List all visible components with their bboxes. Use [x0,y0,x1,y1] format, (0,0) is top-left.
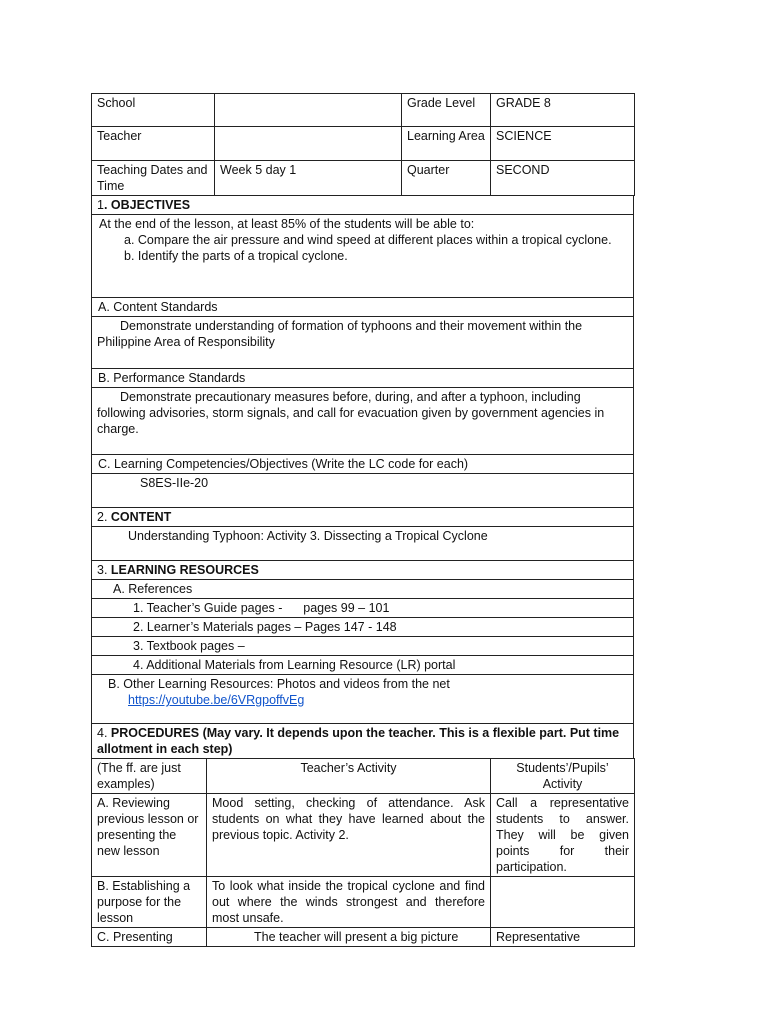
procedure-step: C. Presenting [92,928,207,947]
competencies-heading: C. Learning Competencies/Objectives (Write the LC code for each) [92,455,634,474]
objectives-body [92,215,634,298]
procedures-col-step: (The ff. are just examples) [92,759,207,794]
lesson-plan-document [91,93,634,947]
grade-level-label: Grade Level [402,94,491,127]
teacher-label: Teacher [92,127,215,161]
school-value [215,94,402,127]
sections-table [91,195,634,759]
other-resources-text: B. Other Learning Resources: Photos and videos from the net [108,677,450,691]
procedures-col-students: Students’/Pupils’ Activity [491,759,635,794]
reference-item-2: 2. Learner’s Materials pages – Pages 147 - 148 [92,618,634,637]
reference-item-3: 3. Textbook pages – [92,637,634,656]
procedure-students-activity: Representative [491,928,635,947]
references-heading: A. References [92,580,634,599]
procedures-table [91,758,635,947]
content-standards-text: Demonstrate understanding of formation of typhoons and their movement within the Philippine Area of Responsibility [92,317,634,369]
teaching-dates-label: Teaching Dates and Time [92,161,215,196]
procedure-step: B. Establishing a purpose for the lesson [92,877,207,928]
objective-item-b: b. Identify the parts of a tropical cyclone. [124,249,348,263]
teacher-value [215,127,402,161]
procedure-teacher-activity: Mood setting, checking of attendance. Ask students on what they have learned about the previous topic. Activity 2. [207,794,491,877]
teaching-dates-value: Week 5 day 1 [215,161,402,196]
procedure-students-activity [491,877,635,928]
procedure-teacher-activity: To look what inside the tropical cyclone and find out where the winds strongest and therefore most unsafe. [207,877,491,928]
performance-standards-text: Demonstrate precautionary measures before, during, and after a typhoon, including following advisories, storm signals, and call for evacuation given by government agencies in charge. [92,388,634,455]
objectives-intro: At the end of the lesson, at least 85% of the students will be able to: [99,217,475,231]
objectives-heading: 1. OBJECTIVES [92,196,634,215]
procedures-col-teacher: Teacher’s Activity [207,759,491,794]
youtube-link[interactable]: https://youtube.be/6VRgpoffvEg [128,693,305,707]
learning-resources-heading: 3. LEARNING RESOURCES [92,561,634,580]
grade-level-value: GRADE 8 [491,94,635,127]
procedures-heading: 4. PROCEDURES (May vary. It depends upon the teacher. This is a flexible part. Put time allotment in each step) [92,724,634,759]
reference-item-1: 1. Teacher’s Guide pages - pages 99 – 101 [92,599,634,618]
procedure-teacher-activity: The teacher will present a big picture [207,928,491,947]
quarter-label: Quarter [402,161,491,196]
objective-item-a: a. Compare the air pressure and wind speed at different places within a tropical cyclone. [124,233,612,247]
procedure-students-activity: Call a representative students to answer. They will be given points for their participation. [491,794,635,877]
content-heading: 2. CONTENT [92,508,634,527]
content-text: Understanding Typhoon: Activity 3. Dissecting a Tropical Cyclone [92,527,634,561]
reference-item-4: 4. Additional Materials from Learning Resource (LR) portal [92,656,634,675]
competencies-code: S8ES-IIe-20 [92,474,634,508]
school-label: School [92,94,215,127]
learning-area-value: SCIENCE [491,127,635,161]
learning-area-label: Learning Area [402,127,491,161]
header-table [91,93,635,196]
procedure-step: A. Reviewing previous lesson or presenting the new lesson [92,794,207,877]
other-resources [92,675,634,724]
quarter-value: SECOND [491,161,635,196]
content-standards-heading: A. Content Standards [92,298,634,317]
performance-standards-heading: B. Performance Standards [92,369,634,388]
